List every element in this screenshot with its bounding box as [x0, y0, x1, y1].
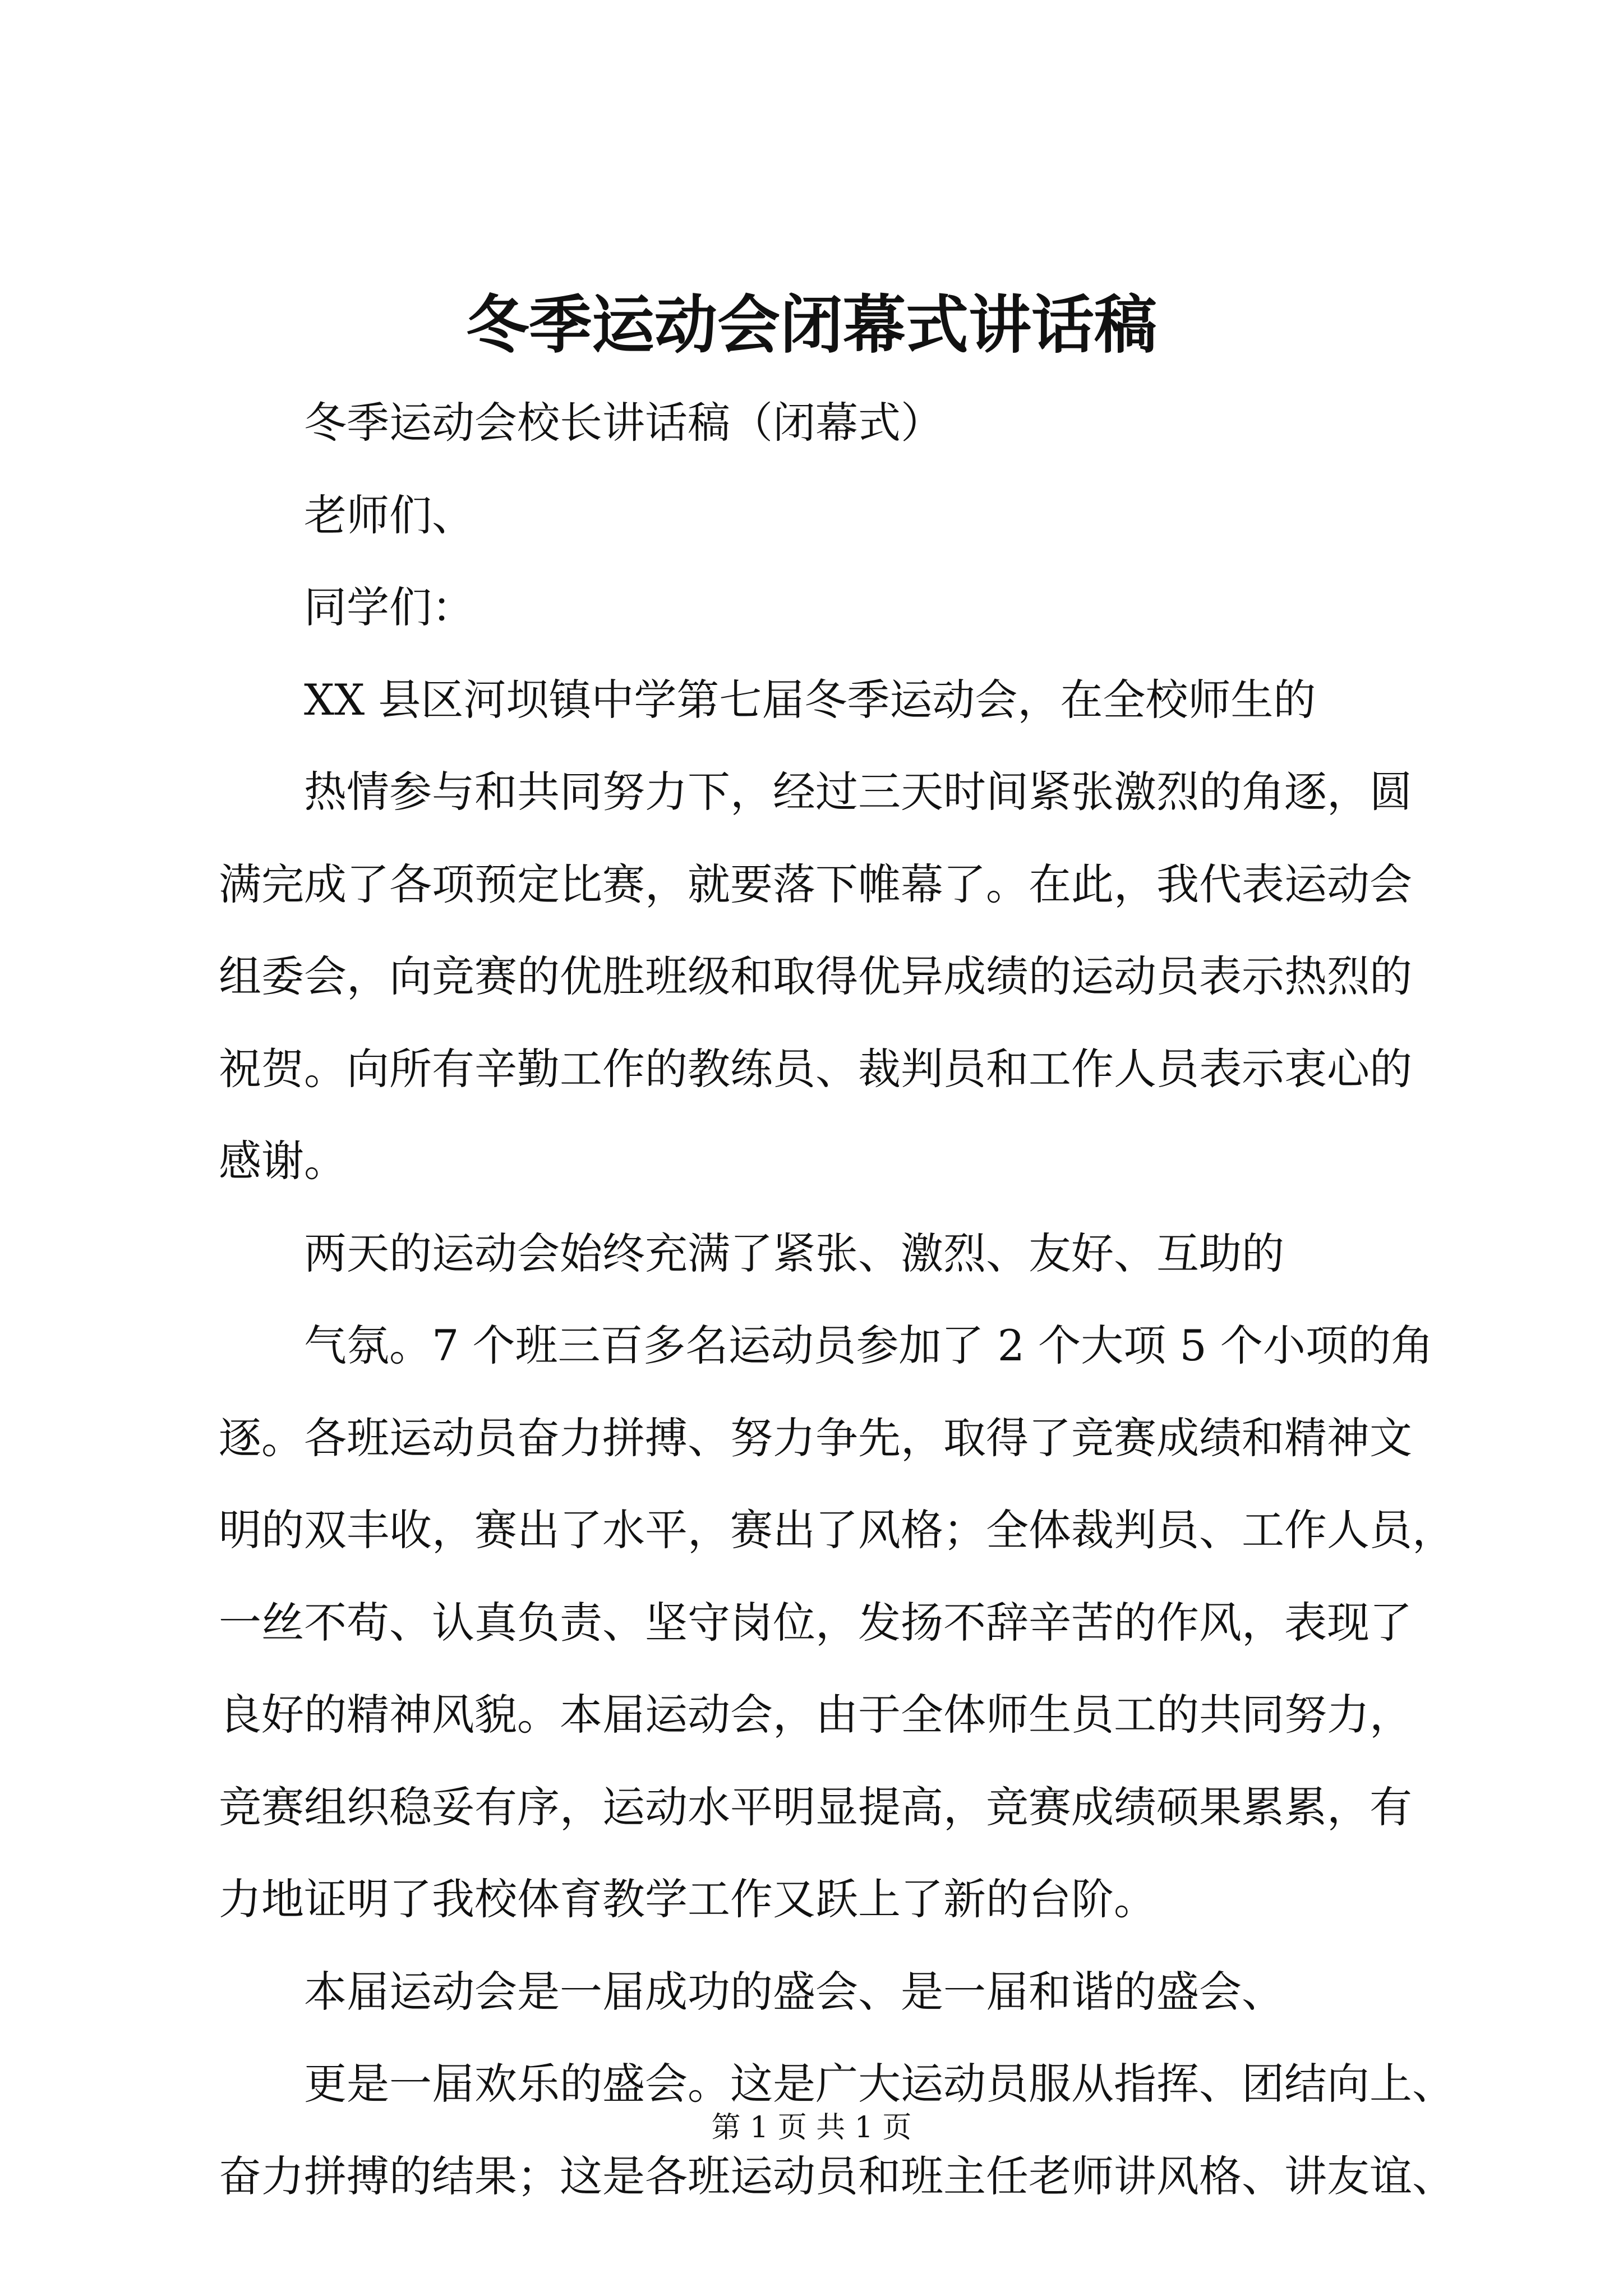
paragraph-line: 感谢。: [219, 1136, 347, 1186]
page-footer: 第 1 页 共 1 页: [711, 2111, 912, 2145]
paragraph-line: 更是一届欢乐的盛会。这是广大运动员服从指挥、团结向上、: [304, 2059, 1455, 2109]
paragraph-line: 逐。各班运动员奋力拼搏、努力争先，取得了竞赛成绩和精神文: [219, 1412, 1412, 1463]
paragraph-line: XX 县区河坝镇中学第七届冬季运动会，在全校师生的: [304, 674, 1316, 725]
paragraph-line: 竞赛组织稳妥有序，运动水平明显提高，竞赛成绩硕果累累，有: [219, 1782, 1412, 1832]
paragraph-line: 良好的精神风貌。本届运动会，由于全体师生员工的共同努力，: [219, 1690, 1412, 1740]
paragraph-line: 同学们：: [304, 582, 474, 632]
paragraph-line: 力地证明了我校体育教学工作又跃上了新的台阶。: [219, 1874, 1156, 1924]
document-body: [219, 377, 1455, 2223]
paragraph-line: 气氛。7 个班三百多名运动员参加了 2 个大项 5 个小项的角: [304, 1320, 1433, 1370]
document-title: 冬季运动会闭幕式讲话稿: [466, 288, 1157, 362]
paragraph-line: 明的双丰收，赛出了水平，赛出了风格；全体裁判员、工作人员，: [219, 1505, 1455, 1555]
paragraph-line: 满完成了各项预定比赛，就要落下帷幕了。在此，我代表运动会: [219, 859, 1412, 909]
paragraph-line: 本届运动会是一届成功的盛会、是一届和谐的盛会、: [304, 1966, 1284, 2017]
paragraph-line: 两天的运动会始终充满了紧张、激烈、友好、互助的: [304, 1228, 1284, 1278]
paragraph-line: 一丝不苟、认真负责、坚守岗位，发扬不辞辛苦的作风，表现了: [219, 1597, 1412, 1648]
paragraph-line: 奋力拼搏的结果；这是各班运动员和班主任老师讲风格、讲友谊、: [219, 2151, 1455, 2201]
paragraph-line: 热情参与和共同努力下，经过三天时间紧张激烈的角逐，圆: [304, 767, 1412, 817]
paragraph-line: 冬季运动会校长讲话稿（闭幕式）: [304, 398, 943, 448]
paragraph-line: 祝贺。向所有辛勤工作的教练员、裁判员和工作人员表示衷心的: [219, 1043, 1412, 1094]
paragraph-line: 组委会，向竞赛的优胜班级和取得优异成绩的运动员表示热烈的: [219, 951, 1412, 1001]
paragraph-line: 老师们、: [304, 490, 474, 540]
